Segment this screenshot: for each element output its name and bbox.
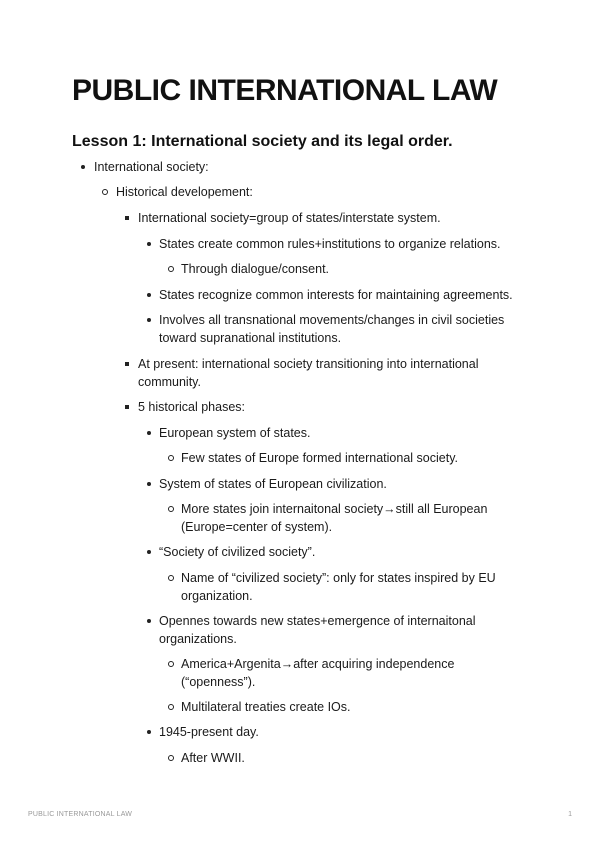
list-item: Historical developement: bbox=[116, 185, 253, 199]
disc-bullet-icon bbox=[147, 242, 151, 246]
circle-bullet-icon bbox=[168, 704, 174, 710]
list-item: “Society of civilized society”. bbox=[159, 545, 316, 559]
list-item: 1945-present day. bbox=[159, 725, 259, 739]
footer-title: PUBLIC INTERNATIONAL LAW bbox=[28, 811, 133, 818]
list-item: 5 historical phases: bbox=[138, 400, 246, 414]
circle-bullet-icon bbox=[102, 189, 108, 195]
list-item: Few states of Europe formed international society. bbox=[181, 451, 458, 465]
circle-bullet-icon bbox=[168, 266, 174, 272]
page-number: 1 bbox=[568, 811, 572, 818]
page-title: PUBLIC INTERNATIONAL LAW bbox=[72, 74, 498, 107]
circle-bullet-icon bbox=[168, 455, 174, 461]
list-item: States create common rules+institutions to organize relations. bbox=[159, 237, 501, 251]
disc-bullet-icon bbox=[147, 431, 151, 435]
disc-bullet-icon bbox=[147, 293, 151, 297]
disc-bullet-icon bbox=[81, 165, 85, 169]
square-bullet-icon bbox=[125, 216, 129, 220]
square-bullet-icon bbox=[125, 405, 129, 409]
list-item: After WWII. bbox=[181, 751, 245, 765]
disc-bullet-icon bbox=[147, 550, 151, 554]
list-item: America+Argenita→after acquiring independence (“openness”). bbox=[181, 657, 455, 689]
list-item: System of states of European civilization. bbox=[159, 477, 387, 491]
list-item: Opennes towards new states+emergence of internaitonal organizations. bbox=[159, 614, 476, 646]
list-item: Involves all transnational movements/changes in civil societies toward supranational institutions. bbox=[159, 313, 505, 345]
list-item: Name of “civilized society”: only for states inspired by EU organization. bbox=[181, 571, 496, 603]
circle-bullet-icon bbox=[168, 575, 174, 581]
list-item: International society=group of states/interstate system. bbox=[138, 211, 441, 225]
list-item: International society: bbox=[94, 160, 209, 174]
list-item: European system of states. bbox=[159, 426, 311, 440]
square-bullet-icon bbox=[125, 362, 129, 366]
disc-bullet-icon bbox=[147, 482, 151, 486]
disc-bullet-icon bbox=[147, 730, 151, 734]
circle-bullet-icon bbox=[168, 506, 174, 512]
circle-bullet-icon bbox=[168, 755, 174, 761]
disc-bullet-icon bbox=[147, 619, 151, 623]
circle-bullet-icon bbox=[168, 661, 174, 667]
list-item: At present: international society transitioning into international community. bbox=[138, 357, 479, 389]
list-item: States recognize common interests for maintaining agreements. bbox=[159, 288, 513, 302]
disc-bullet-icon bbox=[147, 318, 151, 322]
list-item: Multilateral treaties create IOs. bbox=[181, 700, 351, 714]
lesson-heading: Lesson 1: International society and its legal order. bbox=[72, 133, 453, 150]
list-item: Through dialogue/consent. bbox=[181, 262, 330, 276]
list-item: More states join internaitonal society→still all European (Europe=center of system). bbox=[181, 502, 488, 534]
